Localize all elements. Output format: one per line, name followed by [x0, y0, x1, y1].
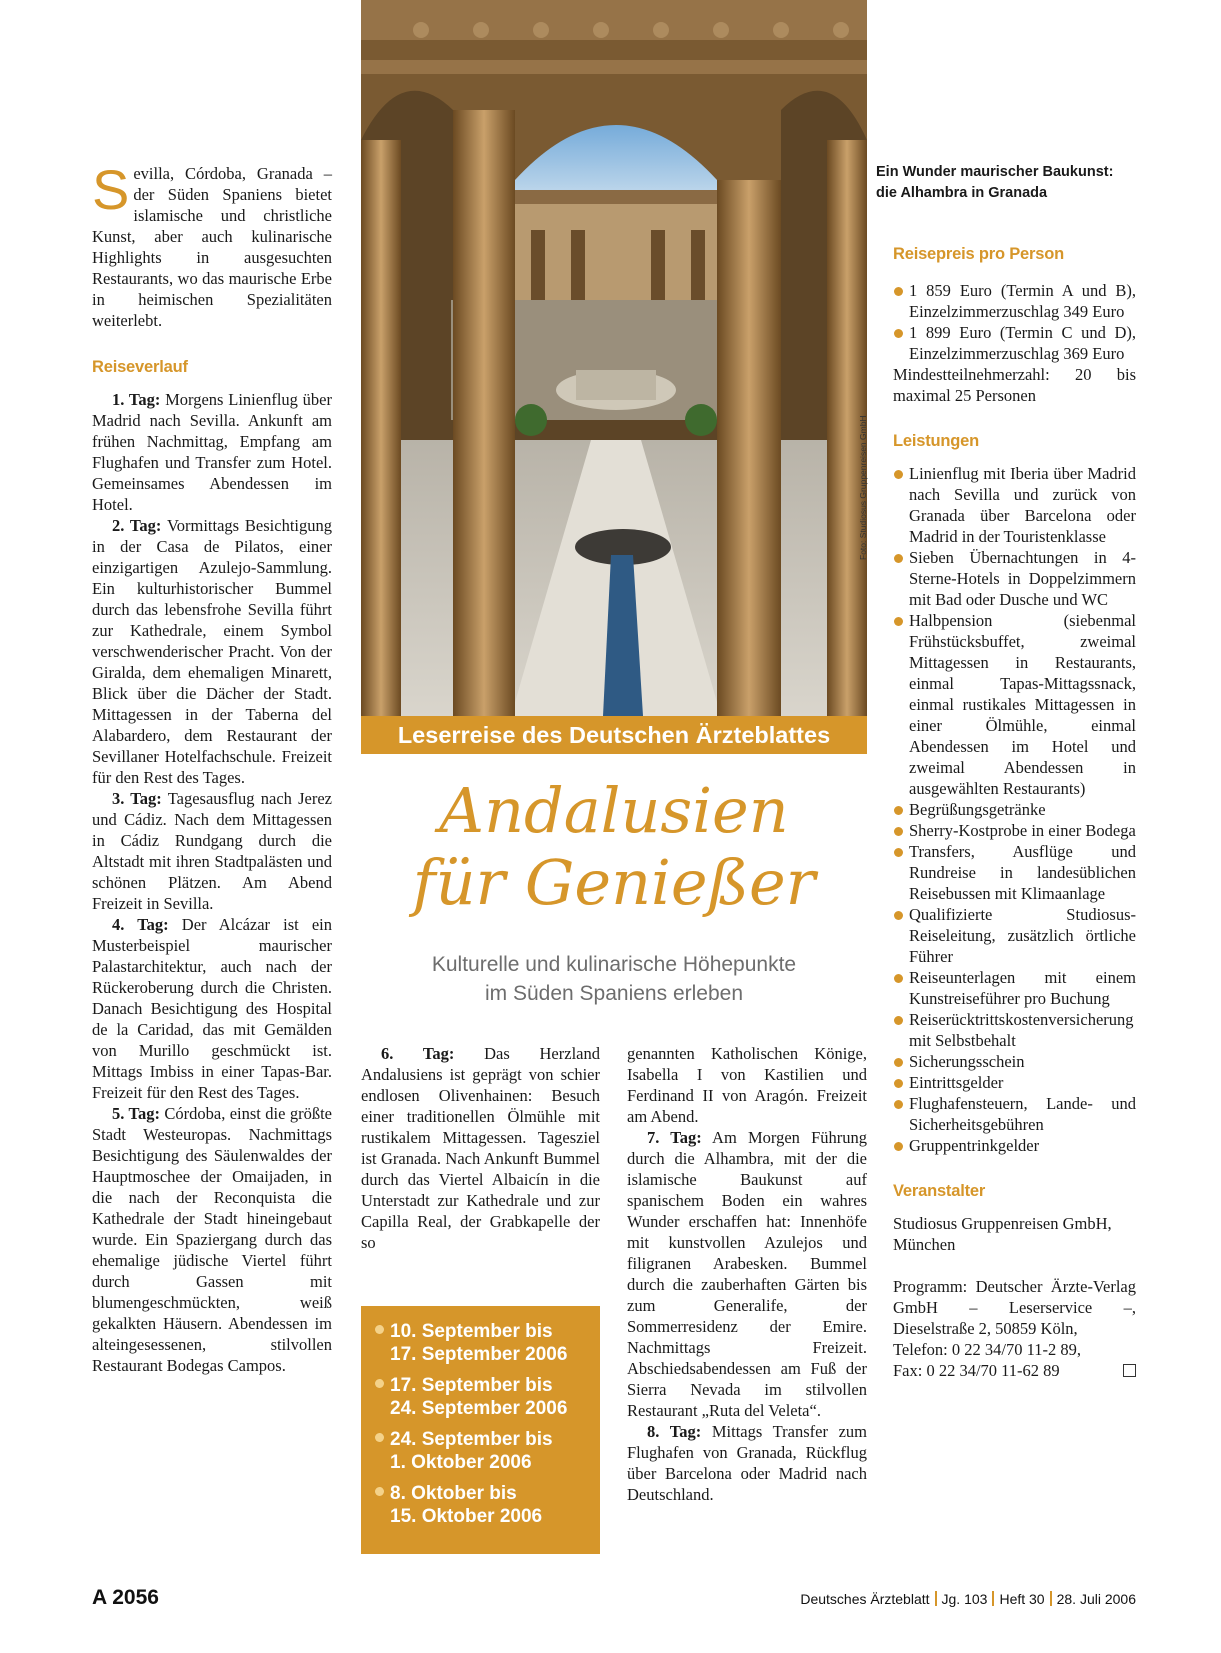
separator [992, 1591, 994, 1606]
services-heading: Leistungen [893, 432, 980, 450]
alhambra-photo [361, 0, 867, 716]
phone: Telefon: 0 22 34/70 11-2 89, [893, 1340, 1081, 1359]
page-number: A 2056 [92, 1586, 159, 1609]
list-item: Gruppentrinkgelder [893, 1135, 1136, 1156]
separator [935, 1591, 937, 1606]
price-list [893, 280, 1136, 364]
organizer-heading: Veranstalter [893, 1182, 986, 1200]
photo-caption: Ein Wunder maurischer Baukunst: die Alhambra in Granada [876, 164, 1114, 201]
alhambra-illustration [361, 0, 867, 716]
bullet-dot [375, 1325, 384, 1334]
list-item: Sherry-Kostprobe in einer Bodega [893, 820, 1136, 841]
date-item: 10. September bis 17. September 2006 [375, 1320, 595, 1366]
list-item: Reiseunterlagen mit einem Kunstreiseführer pro Buchung [893, 967, 1136, 1009]
banner: Leserreise des Deutschen Ärzteblattes [361, 716, 867, 754]
dates-box [361, 1306, 600, 1554]
list-item: Qualifizierte Studiosus-Reiseleitung, zusätzlich örtliche Führer [893, 904, 1136, 967]
title-line-1: Andalusien [439, 774, 789, 847]
program-address: Programm: Deutscher Ärzte-Verlag GmbH – Leserservice –, Dieselstraße 2, 50859 Köln, [893, 1277, 1136, 1338]
day-8: 8. Tag: Mittags Transfer zum Flughafen von Granada, Rückflug über Barcelona oder Madrid nach Deutschland. [627, 1422, 867, 1504]
day-7: 7. Tag: Am Morgen Führung durch die Alhambra, mit der die islamische Baukunst auf spanischem Boden ein wahres Wunder erschaffen hat: Innenhöfe mit kunstvollen Azulejos und filigranen Arabesken. Bummel durch die zauberhaften Gärten bis zum Generalife, der Sommerresidenz der Emire. Nachmittags Freizeit. Abschiedsabendessen am Fuß der Sierra Nevada im stilvollen Restaurant „Ruta del Veleta“. [627, 1128, 868, 1420]
issue-date: 28. Juli 2006 [1056, 1591, 1136, 1607]
separator [1050, 1591, 1052, 1606]
list-item: Flughafensteuern, Lande- und Sicherheitsgebühren [893, 1093, 1136, 1135]
list-item: 1 899 Euro (Termin C und D), Einzelzimmerzuschlag 369 Euro [893, 322, 1136, 364]
date-item: 8. Oktober bis 15. Oktober 2006 [375, 1482, 595, 1528]
right-column [893, 244, 1136, 1381]
footer-info [772, 1591, 1136, 1607]
middle-column-1 [361, 1043, 600, 1253]
photo-credit: Foto: Studiosus Gruppenreisen GmbH [858, 415, 868, 560]
price-heading: Reisepreis pro Person [893, 245, 1064, 263]
organizer-name: Studiosus Gruppenreisen GmbH, München [893, 1214, 1112, 1254]
day-4: 4. Tag: Der Alcázar ist ein Musterbeispiel maurischer Palastarchitektur, auch nach der Rückeroberung durch die Christen. Danach Besichtigung des Hospital de la Caridad, das mit Gemälden von Murillo geschmückt ist. Mittags Imbiss in einer Tapas-Bar. Freizeit für den Rest des Tages. [92, 915, 333, 1102]
end-mark-icon [1123, 1364, 1136, 1377]
list-item: Eintrittsgelder [893, 1072, 1136, 1093]
list-item: Linienflug mit Iberia über Madrid nach Sevilla und zurück von Granada über Barcelona oder Madrid in der Touristenklasse [893, 463, 1136, 547]
issue: Heft 30 [999, 1591, 1045, 1607]
intro-text: evilla, Córdoba, Granada – der Süden Spaniens bietet islamische und christliche Kunst, aber auch kulinarische Highlights in ausgesuchten Restaurants, wo das maurische Erbe in heimischen Spezialitäten weiterlebt. [92, 164, 332, 330]
list-item: Begrüßungsgetränke [893, 799, 1136, 820]
subtitle-line-2: im Süden Spaniens erleben [484, 982, 743, 1005]
day-1: 1. Tag: Morgens Linienflug über Madrid nach Sevilla. Ankunft am frühen Nachmittag, Empfang am Flughafen und Transfer zum Hotel. Gemeinsames Abendessen im Hotel. [92, 390, 332, 514]
drop-cap: S [92, 158, 130, 221]
fax-line [893, 1360, 1136, 1381]
fax: Fax: 0 22 34/70 11-62 89 [893, 1361, 1060, 1380]
itinerary-heading: Reiseverlauf [92, 358, 188, 376]
day-2: 2. Tag: Vormittags Besichtigung in der Casa de Pilatos, einer einzigartigen Azulejo-Sammlung. Ein kulturhistorischer Bummel durch das lebensfrohe Sevilla führt zur Kathedrale, einem Symbol verschwenderischer Pracht. Von der Giralda, dem ehemaligen Minarett, Blick über die Dächer der Stadt. Mittagessen in der Taberna del Alabardero, dem Restaurant der Sevillaner Hotelfachschule. Freizeit für den Rest des Tages. [92, 516, 332, 787]
date-item: 24. September bis 1. Oktober 2006 [375, 1428, 595, 1474]
list-item: Sicherungsschein [893, 1051, 1136, 1072]
intro-column [92, 158, 333, 1376]
subtitle [361, 950, 867, 1008]
volume: Jg. 103 [941, 1591, 988, 1607]
list-item: Halbpension (siebenmal Frühstücksbuffet, zweimal Mittagessen in Restaurants, einmal Tapas-Mittagssnack, einmal rustikales Mittagessen in einer Ölmühle, einmal Abendessen im Hotel und zweimal Abendessen in ausgewählten Restaurants) [893, 610, 1136, 799]
day-3: 3. Tag: Tagesausflug nach Jerez und Cádiz. Nach dem Mittagessen in Cádiz Rundgang durch die Altstadt mit ihren Stadtpalästen und schönen Plätzen. Am Abend Freizeit in Sevilla. [92, 789, 332, 913]
bullet-dot [375, 1487, 384, 1496]
bullet-dot [375, 1379, 384, 1388]
day-6: 6. Tag: Das Herzland Andalusiens ist geprägt von schier endlosen Olivenhainen: Besuch einer traditionellen Ölmühle mit rustikalem Mittagessen. Tagesziel ist Granada. Nach Ankunft Bummel durch das Viertel Albaicín in die Unterstadt zur Kathedrale und zur Capilla Real, der Grabkapelle der so [361, 1044, 600, 1252]
day-6-continued: genannten Katholischen Könige, Isabella I von Kastilien und Ferdinand II von Aragón. Freizeit am Abend. [627, 1044, 867, 1126]
bullet-dot [375, 1433, 384, 1442]
list-item: Reiserücktrittskostenversicherung mit Selbstbehalt [893, 1009, 1136, 1051]
list-item: 1 859 Euro (Termin A und B), Einzelzimmerzuschlag 349 Euro [893, 280, 1136, 322]
list-item: Sieben Übernachtungen in 4-Sterne-Hotels in Doppelzimmern mit Bad oder Dusche und WC [893, 547, 1136, 610]
list-item: Transfers, Ausflüge und Rundreise in landesüblichen Reisebussen mit Klimaanlage [893, 841, 1136, 904]
page-title [361, 775, 867, 919]
date-item: 17. September bis 24. September 2006 [375, 1374, 595, 1420]
services-list [893, 463, 1136, 1156]
min-participants: Mindestteilnehmerzahl: 20 bis maximal 25 Personen [893, 365, 1136, 405]
title-line-2: für Genießer [412, 846, 816, 919]
middle-column-2 [627, 1043, 867, 1505]
journal-name: Deutsches Ärzteblatt [800, 1591, 930, 1607]
day-5: 5. Tag: Córdoba, einst die größte Stadt Westeuropas. Nachmittags Besichtigung des Säulenwaldes der Hauptmoschee der Omaijaden, in die nach der Reconquista die Kathedrale der Stadt hineingebaut wurde. Ein Spaziergang durch das ehemalige jüdische Viertel führt durch Gassen mit blumengeschmückten, weiß gekalkten Häusern. Abendessen im alteingesessenen, stilvollen Restaurant Bodegas Campos. [92, 1104, 333, 1375]
subtitle-line-1: Kulturelle und kulinarische Höhepunkte [431, 953, 797, 976]
intro-paragraph [92, 158, 332, 331]
